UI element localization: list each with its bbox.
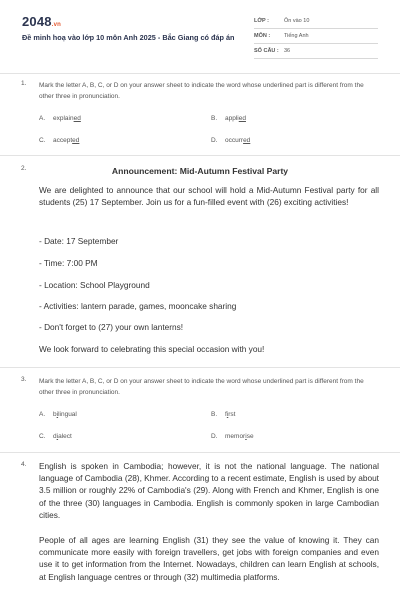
option-a[interactable]: A. explained bbox=[39, 115, 81, 122]
option-c[interactable]: C. accepted bbox=[39, 137, 80, 144]
meta-class-label: LỚP : bbox=[254, 18, 269, 24]
detail-date: - Date: 17 September bbox=[39, 236, 119, 246]
meta-count-label: SỐ CÂU : bbox=[254, 48, 279, 54]
site-logo[interactable]: 2048.vn bbox=[22, 14, 62, 29]
question-instruction: Mark the letter A, B, C, or D on your answer sheet to indicate the word whose underlined part is different from the other three in pronunciation. bbox=[39, 378, 364, 396]
document-header bbox=[0, 0, 400, 70]
option-c[interactable]: C. dialect bbox=[39, 433, 72, 440]
detail-time: - Time: 7:00 PM bbox=[39, 258, 98, 268]
option-d[interactable]: D. occurred bbox=[211, 137, 251, 144]
header-divider bbox=[0, 73, 400, 74]
question-number: 4. bbox=[21, 461, 27, 468]
announcement-intro: We are delighted to announce that our school will hold a Mid-Autumn Festival party for all students (25) 17 September. Join us for a fun-filled event with (26) exciting activities! bbox=[39, 185, 379, 208]
option-a[interactable]: A. bilingual bbox=[39, 411, 77, 418]
meta-class-value: Ôn vào 10 bbox=[284, 18, 310, 24]
meta-subject-value: Tiếng Anh bbox=[284, 33, 309, 39]
question-number: 3. bbox=[21, 376, 27, 383]
question-divider bbox=[0, 367, 400, 368]
detail-activities: - Activities: lantern parade, games, mooncake sharing bbox=[39, 301, 237, 311]
detail-location: - Location: School Playground bbox=[39, 280, 150, 290]
question-number: 1. bbox=[21, 80, 27, 87]
announcement-title: Announcement: Mid-Autumn Festival Party bbox=[111, 166, 289, 176]
meta-subject-row bbox=[254, 29, 378, 44]
passage-paragraph-2: People of all ages are learning English (31) they see the value of knowing it. They can communicate more easily with foreign travellers, get jobs with foreign companies and even use it to get information from the Internet. Nowadays, children can learn English at schools, at English language centres or through (32) multimedia platforms. bbox=[39, 535, 379, 582]
question-instruction: Mark the letter A, B, C, or D on your answer sheet to indicate the word whose underlined part is different from the other three in pronunciation. bbox=[39, 82, 364, 100]
question-divider bbox=[0, 452, 400, 453]
meta-subject-label: MÔN : bbox=[254, 33, 271, 39]
meta-count-value: 36 bbox=[284, 48, 291, 54]
detail-reminder: - Don't forget to (27) your own lanterns! bbox=[39, 322, 184, 332]
option-d[interactable]: D. memorise bbox=[211, 433, 254, 440]
question-divider bbox=[0, 155, 400, 156]
question-number: 2. bbox=[21, 165, 27, 172]
option-b[interactable]: B. applied bbox=[211, 115, 246, 122]
meta-class-row bbox=[254, 14, 378, 29]
passage-paragraph-1: English is spoken in Cambodia; however, it is not the national language. The national language of Cambodia (28), Khmer. According to a recent estimate, English is used by about 3.5 million or roughly 22% of Cambodia's (29). Along with French and Khmer, English is one of the three (30) languages in Cambodia. English is commonly spoken in large Cambodian cities. bbox=[39, 461, 379, 520]
option-b[interactable]: B. first bbox=[211, 411, 236, 418]
document-title: Đề minh hoạ vào lớp 10 môn Anh 2025 - Bắc Giang có đáp án bbox=[22, 33, 235, 42]
announcement-closing: We look forward to celebrating this special occasion with you! bbox=[39, 344, 265, 354]
meta-count-row bbox=[254, 44, 378, 59]
